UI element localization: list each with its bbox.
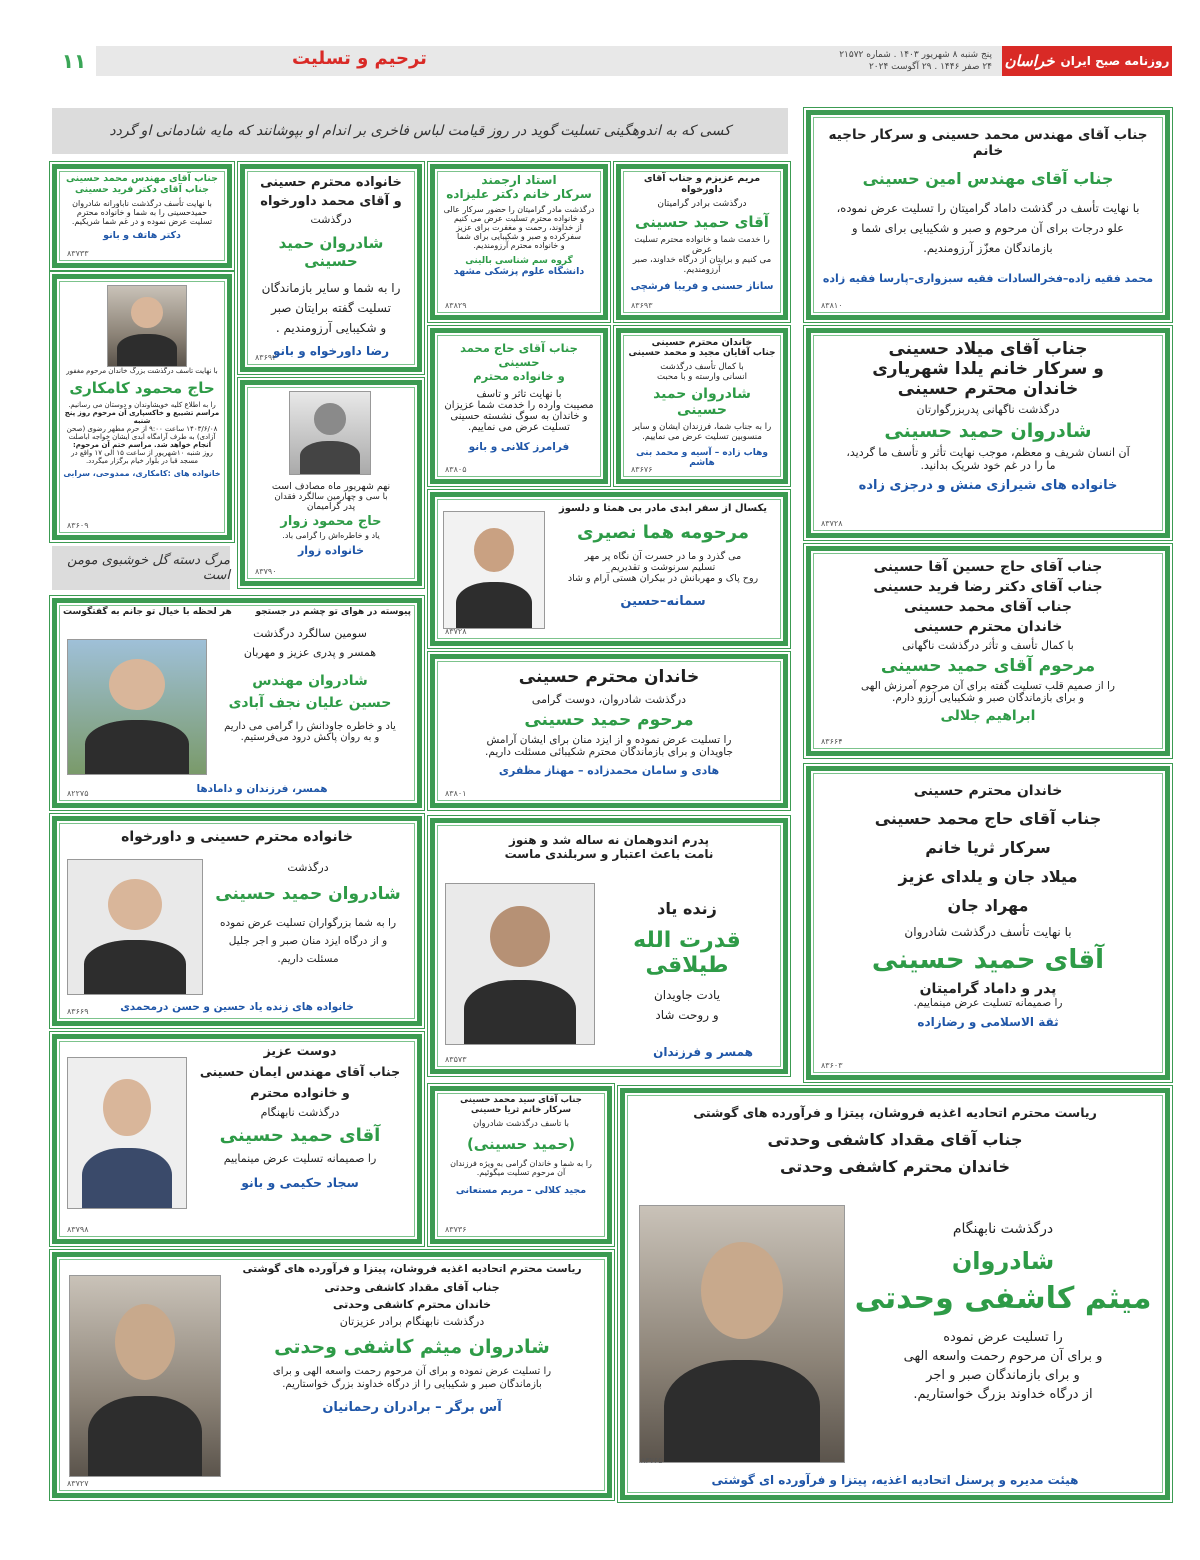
ad-body: پدرم اندوهمان نه ساله شد و هنوز bbox=[508, 833, 710, 847]
ad-signature: رضا داورخواه و بانو bbox=[272, 344, 390, 358]
ad-body: تسلیت عرض نموده و در غم شما شریکیم. bbox=[71, 217, 213, 226]
ad-recipient: مریم عزیزم و جناب آقای داورخواه bbox=[643, 173, 761, 195]
ad-body: انسانی وارسته و با محبت bbox=[657, 372, 747, 382]
deceased-name: شادروان حمید حسینی bbox=[215, 884, 401, 904]
ad-body: و به روان پاکش درود می‌فرستیم. bbox=[240, 732, 380, 743]
condolence-ad-16 bbox=[52, 598, 422, 808]
ad-signature: خانواده های شیرازی منش و درجزی زاده bbox=[858, 478, 1118, 493]
ad-recipient: جناب آقای محمد حسینی bbox=[904, 599, 1072, 615]
ad-code: ۸۳۷۲۸ bbox=[445, 627, 467, 636]
condolence-ad-8 bbox=[240, 164, 422, 372]
ad-signature: دکتر هاتف و بانو bbox=[103, 230, 181, 241]
deceased-photo bbox=[107, 285, 187, 367]
deceased-name: مرحوم حمید حسینی bbox=[524, 710, 694, 730]
condolence-ad-18 bbox=[430, 818, 788, 1074]
ad-signature: وهاب زاده – آسیه و محمد بنی هاشم bbox=[636, 448, 768, 468]
ad-body: مصیبت وارده را خدمت شما عزیزان bbox=[444, 400, 594, 411]
ad-body: بازماندگان معزّز آرزومندیم. bbox=[923, 241, 1053, 255]
ad-recipient: ریاست محترم اتحادیه اغذیه فروشان، پیتزا و فرآورده های گوشتی bbox=[242, 1263, 582, 1275]
ad-body: پدر گرامیمان bbox=[306, 502, 356, 512]
deceased-title: شادروان bbox=[951, 1247, 1055, 1275]
ad-signature: هیئت مدیره و پرسنل اتحادیه اغذیه، پیتزا و فرآورده ای گوشتی bbox=[711, 1473, 1079, 1487]
deceased-photo bbox=[445, 883, 595, 1045]
deceased-name: قدرت الله طیلاقی bbox=[633, 928, 741, 978]
ad-recipient: خاندان محترم کاشفی وحدتی bbox=[780, 1157, 1010, 1176]
condolence-ad-2 bbox=[806, 328, 1170, 538]
ad-code: ۸۲۲۷۵ bbox=[67, 789, 89, 798]
ad-signature: خانواده های زنده یاد حسین و حسن درمحمدی bbox=[120, 1001, 354, 1013]
ad-body: و برای بازماندگان صبر و شکیبایی آرزو دارم. bbox=[891, 692, 1085, 704]
ad-signature: فرامرز کلانی و بانو bbox=[468, 441, 570, 453]
ad-recipient: خاندان محترم کاشفی وحدتی bbox=[332, 1298, 492, 1311]
ad-body: درگذشت نابهنگام برادر عزیزتان bbox=[339, 1315, 485, 1328]
ad-body: آن انسان شریف و معظم، موجب نهایت تأثر و تأسف ما گردید، bbox=[846, 446, 1130, 459]
ad-body: مسجد قبا در بلوار خیام برگزار میگردد. bbox=[85, 457, 199, 465]
ad-recipient: جناب آقای مهندس محمد حسینی bbox=[66, 173, 218, 184]
condolence-ad-14 bbox=[430, 492, 788, 646]
condolence-ad-20 bbox=[430, 1086, 612, 1244]
ad-body: با نهایت تأسف در گذشت داماد گرامیتان را تسلیت عرض نموده، bbox=[836, 201, 1140, 215]
ad-signature: ثقة الاسلامی و رضازاده bbox=[917, 1015, 1059, 1029]
ad-recipient: خاندان محترم حسینی bbox=[913, 619, 1063, 635]
ad-body: انجام خواهد شد. مراسم ختم آن مرحوم: bbox=[72, 441, 212, 449]
deceased-name: میثم کاشفی وحدتی bbox=[854, 1281, 1152, 1316]
ad-body: را تسلیت عرض نموده و برای آن مرحوم رحمت واسعه الهی و برای bbox=[272, 1366, 552, 1377]
ad-body: منسوبین تسلیت عرض می نماییم. bbox=[642, 432, 762, 442]
ad-body: و برای بازماندگان صبر و اجر bbox=[926, 1368, 1080, 1383]
deceased-name: مرحومه هما نصیری bbox=[576, 522, 750, 543]
ad-body: با نهایت تاثر و تاسف bbox=[476, 389, 562, 400]
ad-body: و از درگاه ایزد منان صبر و اجر جلیل bbox=[228, 935, 388, 947]
ad-recipient: جناب آقای مهندس محمد حسینی و سرکار حاجیه خانم bbox=[828, 127, 1148, 159]
deceased-photo bbox=[67, 639, 207, 775]
ad-body: را تسلیت عرض نموده bbox=[943, 1330, 1063, 1345]
date-line-2: ۲۴ صفر ۱۴۴۶ . ۲۹ آگوست ۲۰۲۴ bbox=[868, 62, 992, 72]
ad-body: تسلیت عرض می نماییم. bbox=[468, 422, 570, 433]
ad-signature: خانواده های :کامکاری، ممدوحی، سرابی bbox=[63, 469, 221, 478]
deceased-name: آقای حمید حسینی bbox=[219, 1125, 381, 1146]
ad-body: با نهایت تأسف درگذشت ناباورانه شادروان bbox=[72, 199, 212, 208]
ad-body: با نهایت تأسف درگذشت شادروان bbox=[904, 925, 1072, 939]
deceased-name: آقای حمید حسینی bbox=[871, 945, 1105, 975]
ad-body: با کمال تأسف درگذشت bbox=[660, 362, 744, 372]
hadith-quote: کسی که به اندوهگینی تسلیت گوید در روز قیامت لباس فاخری بر اندام او بپوشانند که مایه شادمانی او گردد bbox=[52, 108, 788, 154]
ad-body: تسلیم سرنوشت و تقدیریم bbox=[610, 562, 716, 573]
ad-recipient: سرکار ثریا خانم bbox=[925, 838, 1051, 857]
issue-date bbox=[839, 49, 992, 73]
deceased-name: حاج محمود کامکاری bbox=[69, 379, 215, 397]
ad-recipient: خانواده محترم حسینی bbox=[260, 175, 402, 190]
ad-recipient: خاندان محترم حسینی bbox=[913, 783, 1063, 799]
ad-recipient: سرکار خانم ثریا حسینی bbox=[471, 1105, 571, 1115]
ad-body: همسر و پدری عزیز و مهربان bbox=[243, 646, 377, 659]
ad-body: می گذرد و ما در حسرت آن نگاه پر مهر bbox=[584, 551, 742, 562]
ad-body: یکسال از سفر ابدی مادر بی همتا و دلسوز bbox=[558, 503, 768, 514]
newspaper-logo[interactable] bbox=[1002, 46, 1172, 76]
ad-signature: سجاد حکیمی و بانو bbox=[241, 1175, 359, 1190]
condolence-ad-4 bbox=[806, 766, 1170, 1080]
deceased-name: شادروان حمید حسینی bbox=[884, 420, 1092, 442]
deceased-name: (حمید حسینی) bbox=[466, 1135, 576, 1153]
ad-body: درگذشت شادروان، دوست گرامی bbox=[531, 693, 687, 706]
ad-body: روز شنبه ۱۰شهریور از ساعت ۱۵ الی ۱۷ واقع در bbox=[71, 449, 213, 457]
ad-body: را به جناب شما، فرزندان ایشان و سایر bbox=[632, 422, 772, 432]
ad-body: را صمیمانه تسلیت عرض مینماییم bbox=[223, 1152, 377, 1165]
ad-body: با سی و چهارمین سالگرد فقدان bbox=[274, 492, 388, 502]
ad-recipient: و خانواده محترم bbox=[473, 369, 565, 383]
condolence-ad-11 bbox=[430, 328, 608, 484]
ad-signature: سمانه–حسین bbox=[620, 594, 706, 609]
deceased-name: مرحوم آقای حمید حسینی bbox=[880, 656, 1096, 676]
ad-code: ۸۳۶۷۶ bbox=[631, 465, 653, 474]
ad-poem bbox=[63, 607, 411, 617]
ad-body: با نهایت تاسف درگذشت بزرگ خاندان مرحوم مغفور bbox=[66, 367, 218, 375]
ad-body: را خدمت شما و خانواده محترم تسلیت عرض bbox=[634, 235, 770, 255]
ad-body: درگذشت نابهنگام bbox=[952, 1221, 1054, 1237]
ad-signature: هادی و سامان محمدزاده – مهناز مظفری bbox=[498, 764, 720, 777]
ad-body: سفرکرده و صبر و شکیبایی برای شما bbox=[457, 232, 581, 241]
condolence-ad-1 bbox=[806, 110, 1170, 320]
condolence-ad-3 bbox=[806, 546, 1170, 756]
condolence-ad-19 bbox=[52, 1034, 422, 1244]
deceased-name: شادروان حمید حسینی bbox=[278, 234, 384, 270]
ad-body: با کمال تأسف و تأثر درگذشت ناگهانی bbox=[902, 639, 1074, 652]
ad-body: و روحت شاد bbox=[655, 1008, 719, 1022]
ad-body: ما را در غم خود شریک بدانید. bbox=[920, 459, 1056, 472]
deceased-photo bbox=[639, 1205, 845, 1463]
ad-body: علو درجات برای آن مرحوم و صبر و شکیبایی برای شما و bbox=[852, 221, 1124, 235]
ad-code: ۸۳۷۹۰ bbox=[255, 567, 277, 576]
ad-body: را به شما بزرگواران تسلیت عرض نموده bbox=[219, 917, 397, 929]
page-header bbox=[52, 46, 1172, 76]
ad-code: ۸۳۷۲۷ bbox=[67, 1479, 89, 1488]
ad-body: درگذشت bbox=[287, 861, 329, 874]
ad-body: را به شما و سایر بازماندگان bbox=[261, 281, 401, 295]
ad-signature: محمد فقیه زاده–فخرالسادات فقیه سبزواری–پارسا فقیه زاده bbox=[822, 272, 1154, 285]
ad-code: ۸۳۷۳۶ bbox=[445, 1225, 467, 1234]
ad-recipient: جناب آقای سید محمد حسینی bbox=[460, 1095, 582, 1105]
ad-body: درگذشت نابهنگام bbox=[260, 1106, 340, 1119]
ad-body: را از صمیم قلب تسلیت گفته برای آن مرحوم آمرزش الهی bbox=[861, 680, 1115, 692]
ad-signature: آس برگر – برادران رحمانیان bbox=[322, 1400, 502, 1415]
ad-recipient: جناب آقای دکتر رضا فرید حسینی bbox=[873, 579, 1103, 595]
ad-body: را به شما و خاندان گرامی به ویژه فرزندان bbox=[450, 1159, 592, 1168]
deceased-photo bbox=[67, 1057, 187, 1209]
ad-signature: ساناز حسنی و فریبا فرشچی bbox=[630, 281, 774, 292]
ad-recipient: جناب آقای مقداد کاشفی وحدتی bbox=[324, 1281, 500, 1294]
ad-code: ۸۳۸۰۵ bbox=[445, 465, 467, 474]
ad-code: ۸۳۸۱۰ bbox=[821, 301, 843, 310]
ad-body: یاد و خاطره جاودانش را گرامی می داریم bbox=[224, 721, 396, 732]
ad-code: ۸۳۶۰۳ bbox=[821, 1061, 843, 1070]
ad-recipient: خاندان محترم حسینی bbox=[897, 379, 1079, 399]
ad-code: ۸۳۶۹۳ bbox=[631, 301, 653, 310]
page-number: ۱۱ bbox=[52, 46, 96, 76]
poem-line-2: هر لحظه با خیال تو جانم به گفتگوست bbox=[63, 607, 232, 617]
ad-body: مراسم تشییع و خاکسپاری آن مرحوم روز پنج شنبه bbox=[64, 409, 220, 425]
ad-body: پدر و داماد گرامیتان bbox=[919, 981, 1057, 997]
ad-body: نهم شهریور ماه مصادف است bbox=[271, 481, 391, 492]
ad-body: ۱۴۰۳/۶/۰۸ ساعت ۹:۰۰ از حرم مطهر رضوی (صحن bbox=[66, 425, 218, 433]
ad-recipient: جناب آقای مهندس امین حسینی bbox=[862, 169, 1114, 188]
ad-code: ۸۳۶۶۹ bbox=[67, 1007, 89, 1016]
ad-body: می کنیم و برایتان از درگاه خداوند، صبر bbox=[632, 255, 772, 265]
ad-signature: همسر، فرزندان و دامادها bbox=[196, 783, 328, 795]
ad-signature: مجید کلالی – مریم مستعانی bbox=[455, 1185, 587, 1196]
condolence-ad-9 bbox=[52, 164, 232, 268]
ad-body: سومین سالگرد درگذشت bbox=[253, 627, 367, 640]
ad-code: ۸۳۷۳۳ bbox=[67, 249, 89, 258]
ad-recipient: مهراد جان bbox=[947, 896, 1029, 915]
ad-body: حمیدحسینی را به شما و خانواده محترم bbox=[76, 208, 208, 217]
poem-line-1: پیوسته در هوای تو چشم در جستجو bbox=[255, 607, 411, 617]
ad-recipient: خانواده محترم حسینی و داورخواه bbox=[121, 829, 353, 845]
date-line-1: پنج شنبه ۸ شهریور ۱۴۰۳ . شماره ۲۱۵۷۲ bbox=[839, 50, 992, 60]
deceased-photo bbox=[67, 859, 203, 995]
ad-recipient: دوست عزیز bbox=[263, 1043, 337, 1058]
condolence-ad-13 bbox=[240, 380, 422, 586]
ad-recipient: خاندان محترم حسینی bbox=[651, 337, 753, 348]
ad-recipient: جناب آقای میلاد حسینی bbox=[888, 339, 1088, 359]
deceased-photo bbox=[443, 511, 545, 629]
ad-body: تسلیت گفته برایتان صبر bbox=[271, 301, 391, 315]
ad-body: آرزومندیم. bbox=[683, 265, 721, 275]
ad-recipient: جناب آقایان مجید و محمد حسینی bbox=[628, 348, 776, 358]
ad-body: روح پاک و مهربانش در بیکران هستی آرام و شاد bbox=[567, 573, 759, 584]
condolence-ad-7 bbox=[430, 164, 608, 320]
deceased-name: حسین علیان نجف آبادی bbox=[228, 695, 392, 711]
ad-body: یادت جاویدان bbox=[653, 988, 721, 1002]
ad-recipient: سرکار خانم دکتر علیزاده bbox=[446, 187, 592, 201]
deceased-title: شادروان مهندس bbox=[252, 673, 368, 689]
ad-body: درگذشت bbox=[310, 213, 352, 226]
ad-body: و برای آن مرحوم رحمت واسعه الهی bbox=[903, 1349, 1103, 1364]
ad-recipient: ریاست محترم اتحادیه اغذیه فروشان، پیتزا و فرآورده های گوشتی bbox=[693, 1105, 1097, 1120]
deceased-name: آقای حمید حسینی bbox=[635, 213, 769, 231]
ad-signature: گروه سم شناسی بالینی bbox=[465, 256, 573, 266]
ad-recipient: میلاد جان و یلدای عزیز bbox=[898, 867, 1078, 886]
ad-body: از درگاه خداوند بزرگ خواستاریم. bbox=[913, 1387, 1093, 1402]
ad-body: آزادی) به طرف آرامگاه ابدی ایشان خواجه اباصلت bbox=[68, 433, 216, 441]
ad-code: ۸۳۷۲۸ bbox=[821, 519, 843, 528]
ad-body: و خانواده محترم تسلیت عرض می کنیم bbox=[453, 214, 585, 223]
ad-code: ۸۳۸۰۱ bbox=[445, 789, 467, 798]
ad-body: جاویدان و برای بازماندگان محترم شکیبائی مسئلت داریم. bbox=[485, 746, 733, 758]
ad-signature: ابراهیم جلالی bbox=[940, 708, 1036, 724]
ad-recipient: خاندان محترم حسینی bbox=[518, 667, 700, 687]
ad-body: بازماندگان صبر و شکیبایی را از درگاه خداوند بزرگ خواستاریم. bbox=[282, 1379, 542, 1390]
ad-body: درگذشت ناگهانی پدربزرگوارتان bbox=[916, 403, 1060, 416]
logo-subtitle: روزنامه صبح ایران bbox=[1060, 54, 1170, 68]
ad-body: را صمیمانه تسلیت عرض مینماییم. bbox=[913, 997, 1063, 1009]
ad-body: و شکیبایی آرزومندیم . bbox=[275, 321, 387, 335]
condolence-ad-6 bbox=[616, 164, 788, 320]
ad-recipient: و آقای محمد داورخواه bbox=[260, 194, 402, 209]
ad-signature: همسر و فرزندان bbox=[653, 1045, 753, 1059]
ad-body: را به اطلاع کلیه خویشاوندان و دوستان می رسانیم. bbox=[68, 401, 216, 409]
ad-code: ۸۳۵۷۳ bbox=[445, 1055, 467, 1064]
logo-brand: خراسان bbox=[1004, 52, 1055, 70]
ad-recipient: جناب آقای دکتر فرید حسینی bbox=[74, 184, 210, 195]
section-title: ترحیم و تسلیت bbox=[292, 48, 427, 69]
hadith-quote-2: مرگ دسته گل خوشبوی مومن است bbox=[52, 546, 230, 590]
ad-body: و خانواده محترم آرزومندیم. bbox=[473, 241, 565, 250]
ad-recipient: و خانواده محترم bbox=[250, 1085, 350, 1100]
deceased-photo bbox=[69, 1275, 221, 1477]
ad-recipient: جناب آقای مقداد کاشفی وحدتی bbox=[767, 1130, 1023, 1149]
ad-body: یاد و خاطره‌اش را گرامی باد. bbox=[282, 531, 380, 540]
ad-recipient: جناب آقای حاج حسین آقا حسینی bbox=[873, 559, 1103, 575]
condolence-ad-10 bbox=[616, 328, 788, 484]
ad-code: ۸۳۶۰۹ bbox=[67, 521, 89, 530]
ad-recipient: استاد ارجمند bbox=[481, 173, 557, 187]
condolence-ad-12 bbox=[52, 274, 232, 540]
ad-code: ۸۳۶۶۴ bbox=[821, 737, 843, 746]
deceased-name: شادروان حمید حسینی bbox=[653, 386, 751, 418]
ad-code: ۸۳۷۶۵ bbox=[641, 1456, 663, 1465]
ad-body: با تاسف درگذشت شادروان bbox=[472, 1119, 570, 1129]
condolence-ad-5 bbox=[620, 1088, 1170, 1500]
ad-recipient: جناب آقای حاج محمد حسینی bbox=[460, 341, 578, 369]
ad-body: آن مرحوم تسلیت میگوئیم. bbox=[476, 1168, 566, 1177]
ad-code: ۸۳۸۲۹ bbox=[445, 301, 467, 310]
ad-body: مسئلت داریم. bbox=[277, 953, 339, 965]
ad-body: را تسلیت عرض نموده و از ایزد منان برای ایشان آرامش bbox=[486, 734, 732, 746]
ad-body: درگذشت برادر گرامیتان bbox=[657, 199, 747, 209]
ad-body: درگذشت مادر گرامیتان را حضور سرکار عالی bbox=[443, 205, 595, 214]
ad-signature: دانشگاه علوم پزشکی مشهد bbox=[453, 266, 585, 277]
deceased-name: حاج محمود زوار bbox=[280, 514, 382, 529]
deceased-name: شادروان میثم کاشفی وحدتی bbox=[274, 1336, 550, 1358]
ad-body: نامت باعث اعتبار و سربلندی ماست bbox=[504, 847, 714, 861]
ad-signature: خانواده زوار bbox=[297, 544, 365, 557]
condolence-ad-15 bbox=[430, 654, 788, 808]
condolence-ad-17 bbox=[52, 816, 422, 1026]
ad-recipient: جناب آقای حاج محمد حسینی bbox=[874, 809, 1102, 828]
ad-body: و خاندان به سوگ نشسته حسینی bbox=[450, 411, 588, 422]
ad-recipient: جناب آقای مهندس ایمان حسینی bbox=[199, 1064, 401, 1079]
deceased-title: زنده یاد bbox=[657, 899, 717, 918]
ad-code: ۸۳۶۹۲ bbox=[255, 353, 277, 362]
ad-recipient: و سرکار خانم یلدا شهریاری bbox=[872, 359, 1104, 379]
deceased-photo bbox=[289, 391, 371, 475]
ad-body: از خداوند، رحمت و مغفرت برای عزیز bbox=[456, 223, 582, 232]
ad-code: ۸۳۷۹۸ bbox=[67, 1225, 89, 1234]
condolence-ad-21 bbox=[52, 1252, 612, 1498]
